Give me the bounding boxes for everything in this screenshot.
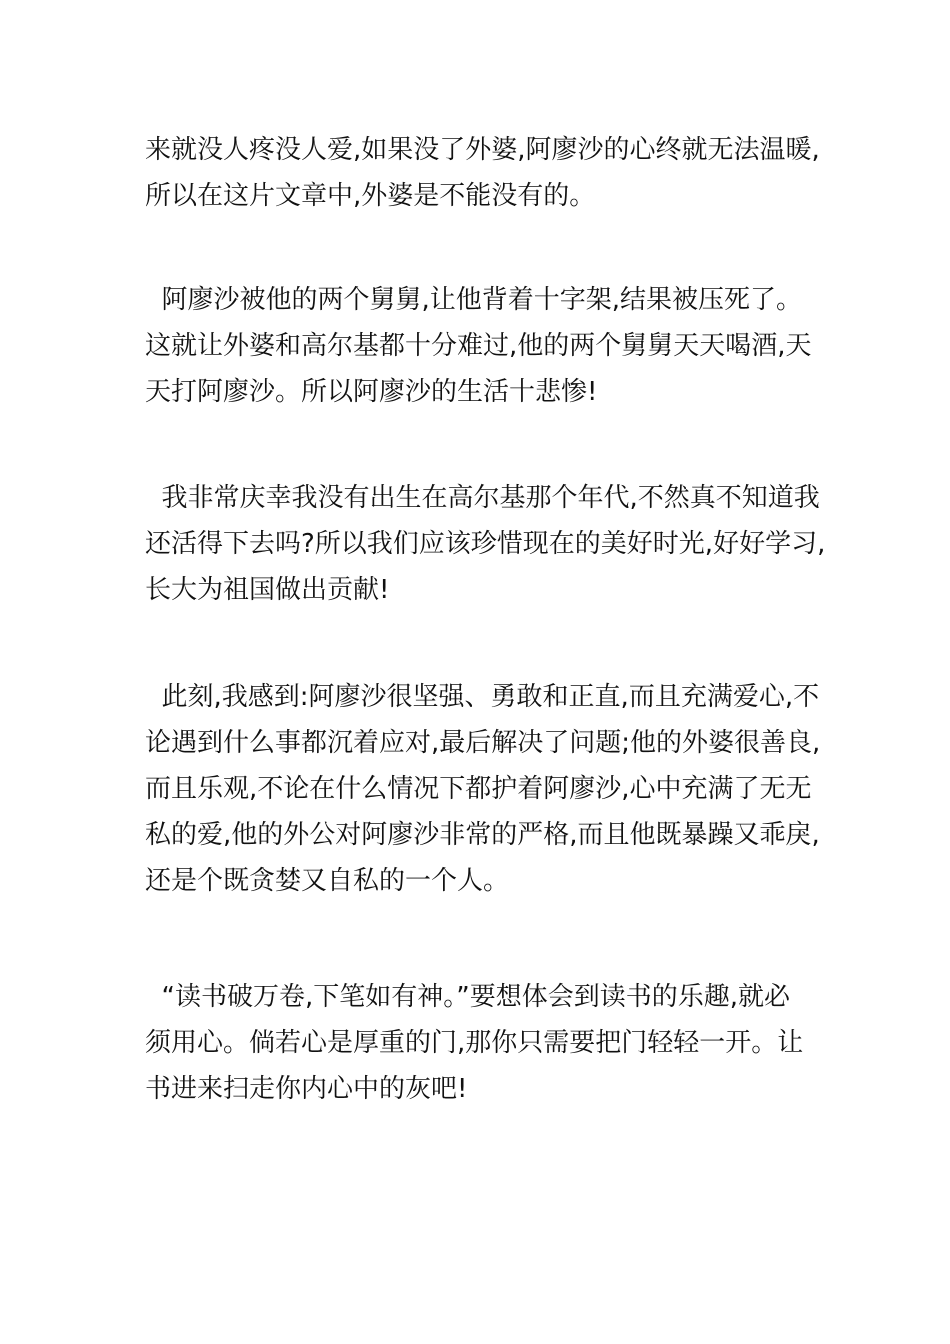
- text-line: 而且乐观,不论在什么情况下都护着阿廖沙,心中充满了无无: [145, 774, 812, 804]
- text-line: 私的爱,他的外公对阿廖沙非常的严格,而且他既暴躁又乖戾,: [145, 820, 820, 850]
- text-line: 须用心。倘若心是厚重的门,那你只需要把门轻轻一开。让: [145, 1028, 804, 1058]
- text-line: 还是个既贪婪又自私的一个人。: [145, 866, 510, 896]
- text-line: 来就没人疼没人爱,如果没了外婆,阿廖沙的心终就无法温暖,: [145, 135, 820, 165]
- text-line: 天打阿廖沙。所以阿廖沙的生活十悲惨!: [145, 377, 598, 407]
- text-line: 长大为祖国做出贡献!: [145, 575, 390, 605]
- paragraph-4: [145, 674, 821, 904]
- paragraph-5: [145, 974, 815, 1112]
- text-line: 我非常庆幸我没有出生在高尔基那个年代,不然真不知道我: [145, 483, 820, 513]
- text-line: 论遇到什么事都沉着应对,最后解决了问题;他的外婆很善良,: [145, 728, 821, 758]
- text-line: 书进来扫走你内心中的灰吧!: [145, 1074, 468, 1104]
- text-line: 还活得下去吗?所以我们应该珍惜现在的美好时光,好好学习,: [145, 529, 826, 559]
- text-line: 所以在这片文章中,外婆是不能没有的。: [145, 181, 596, 211]
- text-line: 这就让外婆和高尔基都十分难过,他的两个舅舅天天喝酒,天: [145, 331, 812, 361]
- paragraph-3: [145, 475, 826, 613]
- paragraph-2: [145, 277, 815, 415]
- text-line: 阿廖沙被他的两个舅舅,让他背着十字架,结果被压死了。: [145, 285, 803, 315]
- paragraph-1: [145, 127, 820, 219]
- text-line: “读书破万卷,下笔如有神。”要想体会到读书的乐趣,就必: [145, 982, 790, 1012]
- text-line: 此刻,我感到:阿廖沙很坚强、勇敢和正直,而且充满爱心,不: [145, 682, 820, 712]
